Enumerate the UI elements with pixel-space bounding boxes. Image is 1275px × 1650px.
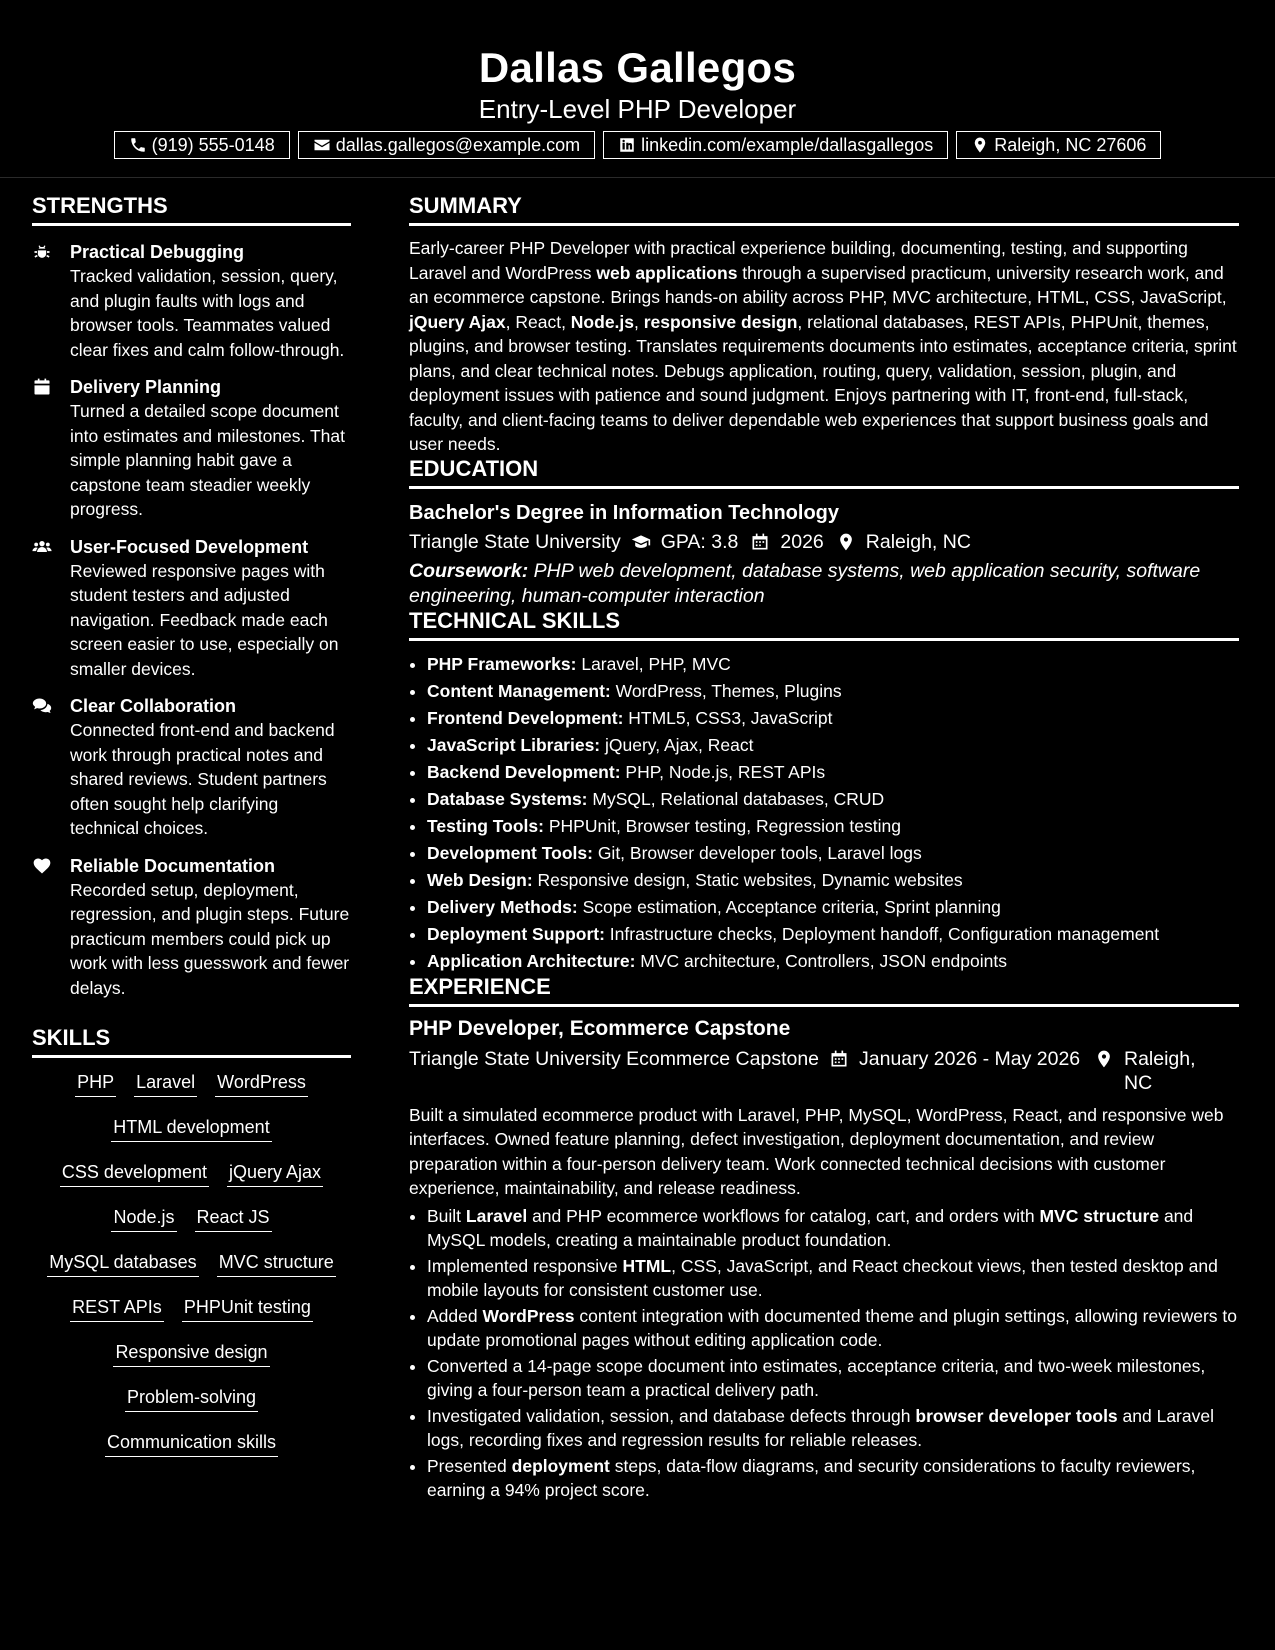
location-text: Raleigh, NC 27606 — [994, 134, 1147, 155]
skill-category: Database Systems: — [427, 788, 588, 809]
job-organization: Triangle State University Ecommerce Capstone — [409, 1047, 820, 1070]
users-icon — [32, 537, 52, 557]
bullet-keyword: Laravel — [465, 1205, 528, 1226]
bullet-fragment: steps, data-flow diagrams, and security considerations to faculty reviewers, earning a 94% project score. — [427, 1455, 1196, 1500]
graduation-year: 2026 — [780, 530, 824, 553]
skill-tag: REST APIs — [70, 1295, 164, 1322]
summary-keyword: web applications — [596, 262, 738, 283]
map-marker-icon — [971, 136, 989, 154]
right-column — [409, 194, 1239, 1504]
technical-skill-item — [427, 705, 1239, 732]
coursework — [409, 559, 1239, 609]
summary-fragment: , relational databases, REST APIs, PHPUnit, themes, plugins, and browser testing. Translates requirements documents into estimates, acceptance criteria, sprint plans, and clear technical notes. Debugs application, routing, query, validation, session, plugin, and deployment issues with patience and sound judgment. Enjoys partnering with IT, front-end, full-stack, faculty, and client-facing teams to deliver dependable web experiences that support business goals and user needs. — [409, 311, 1237, 454]
summary-fragment: , React, — [505, 311, 571, 332]
skill-values: Scope estimation, Acceptance criteria, Sprint planning — [577, 896, 1001, 917]
bullet-keyword: MVC structure — [1039, 1205, 1160, 1226]
linkedin-icon — [618, 136, 636, 154]
technical-skill-item — [427, 651, 1239, 678]
job-bullet — [427, 1354, 1239, 1403]
calendar-icon — [750, 532, 770, 552]
map-marker-icon — [836, 532, 856, 552]
skill-row — [32, 1205, 351, 1250]
degree-title: Bachelor's Degree in Information Technology — [409, 501, 840, 524]
bullet-keyword: browser developer tools — [915, 1405, 1118, 1426]
skill-category: Frontend Development: — [427, 707, 624, 728]
job-bullets — [409, 1204, 1239, 1503]
bullet-fragment: Implemented responsive — [427, 1255, 623, 1276]
job-meta — [409, 1047, 1239, 1095]
left-column — [32, 194, 351, 1475]
calendar-icon — [32, 377, 52, 397]
bullet-fragment: content integration with documented theme and plugin settings, allowing reviewers to update promotional pages without editing application code. — [427, 1305, 1238, 1350]
skill-values: MySQL, Relational databases, CRUD — [587, 788, 885, 809]
graduation-cap-icon — [631, 532, 651, 552]
skill-tag: Problem-solving — [125, 1385, 258, 1412]
skill-category: Delivery Methods: — [427, 896, 578, 917]
strength-desc: Tracked validation, session, query, and plugin faults with logs and browser tools. Teammates valued clear fixes and calm follow-through. — [70, 266, 345, 360]
coursework-text: PHP web development, database systems, web application security, software engineering, human-computer interaction — [409, 559, 1201, 607]
strength-desc: Recorded setup, deployment, regression, and plugin steps. Future practicum members could pick up work with less guesswork and fewer delays. — [70, 879, 350, 998]
contact-email[interactable] — [298, 131, 595, 159]
strength-title: Reliable Documentation — [70, 855, 276, 876]
skill-tag: jQuery Ajax — [227, 1160, 323, 1187]
skill-tag: Node.js — [111, 1205, 176, 1232]
bullet-keyword: HTML — [622, 1255, 672, 1276]
bullet-fragment: Built — [427, 1205, 466, 1226]
phone-icon — [129, 136, 147, 154]
bullet-fragment: Presented — [427, 1455, 512, 1476]
technical-skill-item — [427, 759, 1239, 786]
skill-row — [32, 1295, 351, 1340]
education-meta — [409, 529, 1239, 556]
job-bullet — [427, 1304, 1239, 1353]
summary-fragment: Early-career PHP Developer with practical experience building, documenting, testing, and supporting Laravel and WordPress — [409, 238, 1188, 283]
job-title: PHP Developer, Ecommerce Capstone — [409, 1016, 791, 1040]
skill-values: WordPress, Themes, Plugins — [610, 680, 842, 701]
calendar-icon — [829, 1049, 849, 1069]
skill-values: Responsive design, Static websites, Dynamic websites — [532, 869, 963, 890]
bug-icon — [32, 242, 52, 262]
coursework-label: Coursework: — [409, 559, 529, 582]
skill-tag: WordPress — [215, 1070, 308, 1097]
school-location: Raleigh, NC — [865, 530, 971, 553]
technical-skill-item — [427, 867, 1239, 894]
resume-header — [0, 0, 1275, 178]
school-name: Triangle State University — [409, 530, 621, 553]
bullet-fragment: Investigated validation, session, and database defects through — [427, 1405, 916, 1426]
job-dates-text: January 2026 - May 2026 — [859, 1047, 1081, 1070]
phone-text: (919) 555-0148 — [151, 134, 275, 155]
skill-row — [32, 1385, 351, 1430]
strength-desc: Connected front-end and backend work through practical notes and shared reviews. Student partners often sought help clarifying technical choices. — [70, 720, 335, 838]
job-location-text: Raleigh, NC — [1124, 1047, 1196, 1094]
envelope-icon — [313, 136, 331, 154]
skill-category: Content Management: — [427, 680, 611, 701]
job-description: Built a simulated ecommerce product with Laravel, PHP, MySQL, WordPress, React, and responsive web interfaces. Owned feature planning, defect investigation, deployment documentation, and review preparation within a four-person delivery team. Work connected technical decisions with customer experience, maintainability, and release readiness. — [409, 1104, 1224, 1198]
skills-section — [32, 1026, 351, 1475]
skill-values: Infrastructure checks, Deployment handoff, Configuration management — [604, 923, 1160, 944]
experience-heading: EXPERIENCE — [409, 975, 1239, 1007]
strength-title: Clear Collaboration — [70, 696, 237, 716]
strength-item — [32, 240, 351, 362]
strength-title: User-Focused Development — [70, 536, 309, 557]
summary-text — [409, 236, 1239, 457]
map-marker-icon — [1094, 1049, 1114, 1069]
skill-tag: Communication skills — [105, 1430, 278, 1457]
email-text: dallas.gallegos@example.com — [335, 134, 581, 155]
contact-linkedin[interactable] — [603, 131, 948, 159]
candidate-name: Dallas Gallegos — [478, 44, 797, 91]
skill-row — [32, 1430, 351, 1475]
skill-tag: Laravel — [134, 1070, 197, 1097]
skill-tags — [32, 1070, 351, 1475]
summary-keyword: responsive design — [643, 311, 798, 332]
technical-skill-item — [427, 786, 1239, 813]
skill-values: HTML5, CSS3, JavaScript — [623, 707, 833, 728]
skill-values: PHP, Node.js, REST APIs — [620, 761, 826, 782]
skill-category: Application Architecture: — [427, 950, 636, 971]
contact-phone[interactable] — [114, 131, 290, 159]
skill-category: Development Tools: — [427, 842, 593, 863]
summary-keyword: jQuery Ajax — [409, 311, 506, 332]
skill-values: MVC architecture, Controllers, JSON endpoints — [635, 950, 1007, 971]
strength-item — [32, 535, 351, 682]
job-bullet — [427, 1454, 1239, 1503]
summary-fragment: , — [634, 311, 644, 332]
bullet-keyword: WordPress — [482, 1305, 575, 1326]
skill-values: PHPUnit, Browser testing, Regression testing — [543, 815, 901, 836]
bullet-fragment: and Laravel logs, recording fixes and regression results for reliable releases. — [427, 1405, 1214, 1450]
skill-tag: React JS — [195, 1205, 272, 1232]
bullet-fragment: , CSS, JavaScript, and React checkout views, then tested desktop and mobile layouts for consistent customer use. — [427, 1255, 1218, 1300]
candidate-title: Entry-Level PHP Developer — [478, 94, 797, 124]
skill-row — [32, 1070, 351, 1115]
heart-icon — [32, 856, 52, 876]
education-heading: EDUCATION — [409, 457, 1239, 489]
bullet-fragment: and MySQL models, creating a maintainable product foundation. — [427, 1205, 1194, 1250]
bullet-keyword: deployment — [511, 1455, 610, 1476]
comments-icon — [32, 696, 52, 716]
job-bullet — [427, 1404, 1239, 1453]
skill-category: Deployment Support: — [427, 923, 605, 944]
technical-skill-item — [427, 894, 1239, 921]
summary-keyword: Node.js — [570, 311, 635, 332]
technical-skill-item — [427, 813, 1239, 840]
skill-row — [32, 1250, 351, 1295]
strength-desc: Turned a detailed scope document into estimates and milestones. That simple planning habit gave a capstone team steadier weekly progress. — [70, 401, 345, 519]
strength-title: Delivery Planning — [70, 377, 222, 397]
skill-values: jQuery, Ajax, React — [600, 734, 754, 755]
skill-category: Web Design: — [427, 869, 533, 890]
summary-heading: SUMMARY — [409, 194, 1239, 226]
linkedin-text: linkedin.com/example/dallasgallegos — [641, 134, 934, 155]
technical-skill-item — [427, 732, 1239, 759]
gpa-text: GPA: 3.8 — [660, 530, 739, 553]
technical-skill-item — [427, 678, 1239, 705]
technical-skills-list — [409, 651, 1239, 975]
job-bullet — [427, 1254, 1239, 1303]
skill-tag: PHPUnit testing — [182, 1295, 313, 1322]
strength-item — [32, 375, 351, 522]
skill-category: Testing Tools: — [427, 815, 544, 836]
skill-category: Backend Development: — [427, 761, 621, 782]
skill-row — [32, 1160, 351, 1205]
technical-skills-heading: TECHNICAL SKILLS — [409, 609, 1239, 641]
skill-values: Laravel, PHP, MVC — [576, 653, 731, 674]
contact-bar — [0, 131, 1275, 159]
skills-heading: SKILLS — [32, 1026, 351, 1058]
skill-tag: Responsive design — [113, 1340, 269, 1367]
summary-fragment: through a supervised practicum, university research work, and an ecommerce capstone. Brings hands-on ability across PHP, MVC architecture, HTML, CSS, JavaScript, — [409, 262, 1227, 307]
skill-row — [32, 1340, 351, 1385]
strengths-list — [32, 240, 351, 1000]
skill-tag: CSS development — [60, 1160, 209, 1187]
strength-title: Practical Debugging — [70, 242, 245, 262]
bullet-fragment: Added — [427, 1305, 483, 1326]
technical-skill-item — [427, 921, 1239, 948]
skill-tag: MVC structure — [217, 1250, 336, 1277]
contact-location — [956, 131, 1161, 159]
skill-category: PHP Frameworks: — [427, 653, 577, 674]
strength-desc: Reviewed responsive pages with student testers and adjusted navigation. Feedback made each screen easier to use, especially on smaller devices. — [70, 560, 339, 679]
strength-item — [32, 854, 351, 1001]
strength-item — [32, 694, 351, 841]
technical-skill-item — [427, 840, 1239, 867]
skill-tag: MySQL databases — [47, 1250, 198, 1277]
bullet-fragment: Converted a 14-page scope document into estimates, acceptance criteria, and two-week milestones, giving a four-person team a practical delivery path. — [427, 1355, 1206, 1400]
job-bullet — [427, 1204, 1239, 1253]
skill-tag: PHP — [75, 1070, 116, 1097]
strengths-heading: STRENGTHS — [32, 194, 351, 226]
job-location — [1094, 1047, 1219, 1095]
job-dates — [829, 1047, 1094, 1095]
skill-values: Git, Browser developer tools, Laravel logs — [592, 842, 922, 863]
skill-row — [32, 1115, 351, 1160]
skill-category: JavaScript Libraries: — [427, 734, 601, 755]
skill-tag: HTML development — [111, 1115, 271, 1142]
bullet-fragment: and PHP ecommerce workflows for catalog, cart, and orders with — [527, 1205, 1040, 1226]
technical-skill-item — [427, 948, 1239, 975]
